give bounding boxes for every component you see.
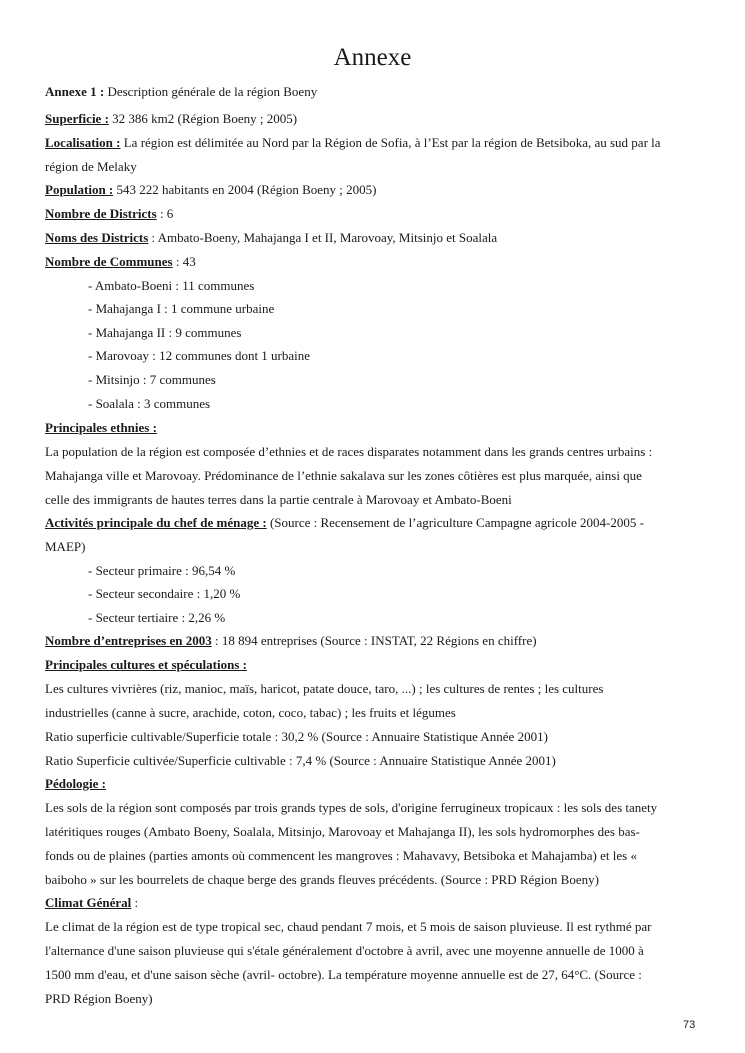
ethnies-text-line: Mahajanga ville et Marovoay. Prédominance de l’ethnie sakalava sur les zones côtières est plus marquée, ainsi que [45, 468, 642, 483]
commune-item: - Mahajanga II : 9 communes [88, 325, 242, 340]
population-text: 543 222 habitants en 2004 (Région Boeny ; 2005) [113, 182, 377, 197]
activites-text: (Source : Recensement de l’agriculture Campagne agricole 2004-2005 - [266, 515, 644, 530]
secteur-item: - Secteur primaire : 96,54 % [88, 563, 236, 578]
superficie-label: Superficie : [45, 111, 109, 126]
localisation-text: La région est délimitée au Nord par la Région de Sofia, à l’Est par la région de Betsiboka, au sud par la [120, 135, 661, 150]
noms-districts-text: : Ambato-Boeny, Mahajanga I et II, Marovoay, Mitsinjo et Soalala [148, 230, 498, 245]
commune-item: - Ambato-Boeni : 11 communes [88, 278, 255, 293]
nb-districts-label: Nombre de Districts [45, 206, 157, 221]
page-number: 73 [683, 1019, 696, 1031]
climat-line [45, 894, 138, 911]
cultures-label: Principales cultures et spéculations : [45, 657, 247, 672]
noms-districts-line [45, 229, 497, 246]
activites-line [45, 514, 644, 531]
nb-communes-line [45, 253, 196, 270]
climat-text-line: Le climat de la région est de type tropical sec, chaud pendant 7 mois, et 5 mois de saison pluvieuse. Il est rythmé par [45, 919, 652, 934]
climat-text-line: PRD Région Boeny) [45, 991, 153, 1006]
pedologie-text-line: baiboho » sur les bourrelets de chaque berge des grands fleuves précédents. (Source : PRD Région Boeny) [45, 872, 599, 887]
annex-text: Description générale de la région Boeny [104, 84, 318, 99]
entreprises-label: Nombre d’entreprises en 2003 [45, 633, 212, 648]
entreprises-text: : 18 894 entreprises (Source : INSTAT, 22 Régions en chiffre) [211, 633, 537, 648]
nb-communes-label: Nombre de Communes [45, 254, 173, 269]
superficie-text: 32 386 km2 (Région Boeny ; 2005) [108, 111, 298, 126]
annex-heading [45, 83, 317, 100]
localisation-line [45, 134, 661, 151]
nb-districts-text: : 6 [156, 206, 174, 221]
climat-text-line: 1500 mm d'eau, et d'une saison sèche (avril- octobre). La température moyenne annuelle est de 27, 64°C. (Source : [45, 967, 642, 982]
cultures-text-line: Ratio superficie cultivable/Superficie totale : 30,2 % (Source : Annuaire Statistique Année 2001) [45, 729, 548, 744]
ethnies-text-line: celle des immigrants de hautes terres dans la partie centrale à Marovoay et Ambato-Boeni [45, 492, 512, 507]
activites-line-2: MAEP) [45, 539, 86, 554]
pedologie-text-line: fonds ou de plaines (parties amonts où commencent les mangroves : Mahavavy, Betsiboka et Mahajamba) et les « [45, 848, 637, 863]
climat-colon: : [131, 895, 139, 910]
nb-communes-text: : 43 [172, 254, 196, 269]
commune-item: - Soalala : 3 communes [88, 396, 211, 411]
ethnies-heading [45, 419, 157, 436]
cultures-text-line: Ratio Superficie cultivée/Superficie cultivable : 7,4 % (Source : Annuaire Statistique Année 2001) [45, 753, 556, 768]
annex-label: Annexe 1 : [45, 84, 105, 99]
commune-item: - Mitsinjo : 7 communes [88, 372, 216, 387]
page-title: Annexe [333, 44, 412, 71]
climat-label: Climat Général [45, 895, 132, 910]
pedologie-label: Pédologie : [45, 776, 107, 791]
commune-item: - Marovoay : 12 communes dont 1 urbaine [88, 348, 311, 363]
secteur-item: - Secteur tertiaire : 2,26 % [88, 610, 226, 625]
population-label: Population : [45, 182, 114, 197]
nb-districts-line [45, 205, 173, 222]
climat-text-line: l'alternance d'une saison pluvieuse qui s'étale généralement d'octobre à avril, avec une moyenne annuelle de 1000 à [45, 943, 644, 958]
cultures-heading [45, 656, 247, 673]
ethnies-label: Principales ethnies : [45, 420, 157, 435]
population-line [45, 181, 376, 198]
pedologie-heading [45, 775, 106, 792]
secteur-item: - Secteur secondaire : 1,20 % [88, 586, 241, 601]
cultures-text-line: industrielles (canne à sucre, arachide, coton, coco, tabac) ; les fruits et légumes [45, 705, 456, 720]
pedologie-text-line: latéritiques rouges (Ambato Boeny, Soalala, Mitsinjo, Marovoay et Mahajanga II), les sols hydromorphes des bas- [45, 824, 640, 839]
activites-label: Activités principale du chef de ménage : [45, 515, 267, 530]
ethnies-text-line: La population de la région est composée d’ethnies et de races disparates notamment dans les grands centres urbains : [45, 444, 653, 459]
commune-item: - Mahajanga I : 1 commune urbaine [88, 301, 275, 316]
superficie-line [45, 110, 297, 127]
localisation-label: Localisation : [45, 135, 121, 150]
cultures-text-line: Les cultures vivrières (riz, manioc, maïs, haricot, patate douce, taro, ...) ; les cultures de rentes ; les cultures [45, 681, 604, 696]
pedologie-text-line: Les sols de la région sont composés par trois grands types de sols, d'origine ferrugineux tropicaux : les sols des tanety [45, 800, 658, 815]
entreprises-line [45, 632, 537, 649]
noms-districts-label: Noms des Districts [45, 230, 149, 245]
localisation-line-2: région de Melaky [45, 159, 137, 174]
